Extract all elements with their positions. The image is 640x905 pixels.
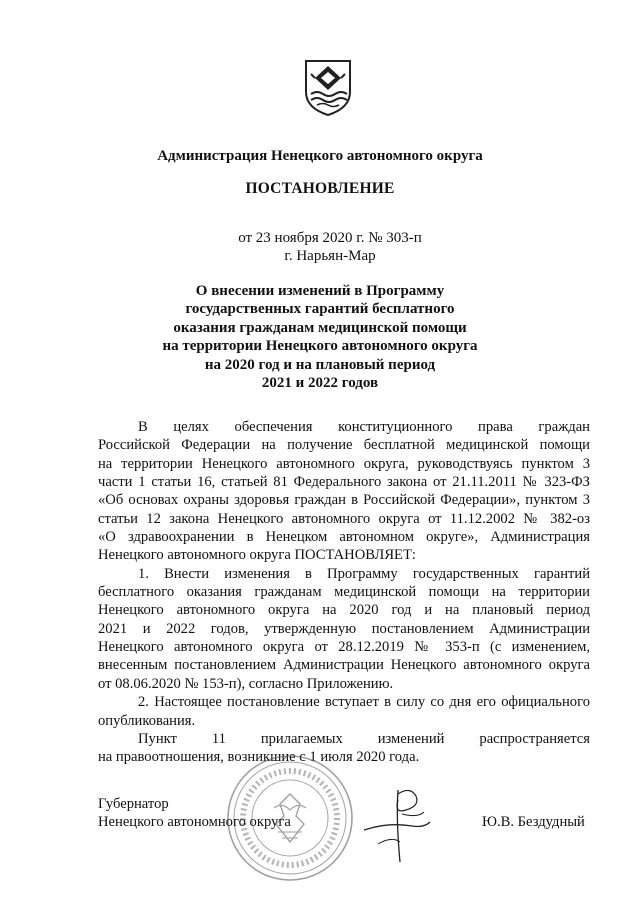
document-date-number: от 23 ноября 2020 г. № 303-п [238, 230, 422, 246]
document-type: ПОСТАНОВЛЕНИЕ [245, 180, 395, 197]
title-line: оказания гражданам медицинской помощи [173, 319, 467, 336]
body-line: части 1 статьи 16, статьей 81 Федерального закона от 21.11.2011 № 323-ФЗ [98, 474, 590, 491]
title-line: государственных гарантий бесплатного [185, 301, 455, 318]
title-line: на 2020 год и на плановый период [204, 356, 436, 373]
body-line: «О здравоохранении в Ненецком автономном округе», Администрация [98, 529, 590, 546]
document-city: г. Нарьян-Мар [284, 248, 376, 264]
signatory-name: Ю.В. Бездудный [482, 814, 585, 830]
coat-of-arms-emblem [303, 58, 353, 118]
signatory-region: Ненецкого автономного округа [98, 814, 291, 831]
body-line: опубликования. [98, 712, 196, 729]
body-line: на территории Ненецкого автономного округа, руководствуясь пунктом 3 [98, 455, 590, 472]
handwritten-signature [358, 770, 438, 870]
body-line: В целях обеспечения конституционного права граждан [138, 419, 590, 435]
title-line: О внесении изменений в Программу [195, 283, 445, 299]
body-line: 1. Внести изменения в Программу государственных гарантий [138, 565, 590, 582]
title-line: на территории Ненецкого автономного округа [162, 338, 478, 355]
body-line: Пункт 11 прилагаемых изменений распространяется [138, 730, 590, 747]
body-line: Российской Федерации на получение бесплатной медицинской помощи [98, 437, 590, 454]
body-line: 2. Настоящее постановление вступает в силу со дня его официального [138, 694, 590, 711]
signatory-title: Губернатор [98, 796, 169, 812]
body-line: от 08.06.2020 № 153-п), согласно Приложению. [98, 675, 394, 692]
organization-name: Администрация Ненецкого автономного округа [157, 148, 483, 164]
body-line: бесплатного оказания гражданам медицинской помощи на территории [98, 584, 590, 601]
signatory-position [98, 795, 291, 832]
body-line: Ненецкого автономного округа на 2020 год и на плановый период [98, 602, 590, 619]
document-title [0, 282, 640, 392]
body-line: «Об основах охраны здоровья граждан в Российской Федерации», пунктом 3 [98, 492, 590, 509]
title-line: 2021 и 2022 годов [261, 375, 379, 392]
body-line: на правоотношения, возникшие с 1 июля 2020 года. [98, 749, 420, 766]
body-line: Ненецкого автономного округа ПОСТАНОВЛЯЕТ: [98, 547, 416, 564]
body-line: статьи 12 закона Ненецкого автономного округа от 11.12.2002 № 382-оз [98, 510, 590, 527]
document-body [98, 418, 590, 767]
body-line: Ненецкого автономного округа от 28.12.2019 № 353-п (с изменением, [98, 639, 590, 656]
body-line: 2021 и 2022 годов, утвержденную постановлением Администрации [98, 620, 590, 637]
body-line: внесенным постановлением Администрации Ненецкого автономного округа [98, 657, 590, 674]
